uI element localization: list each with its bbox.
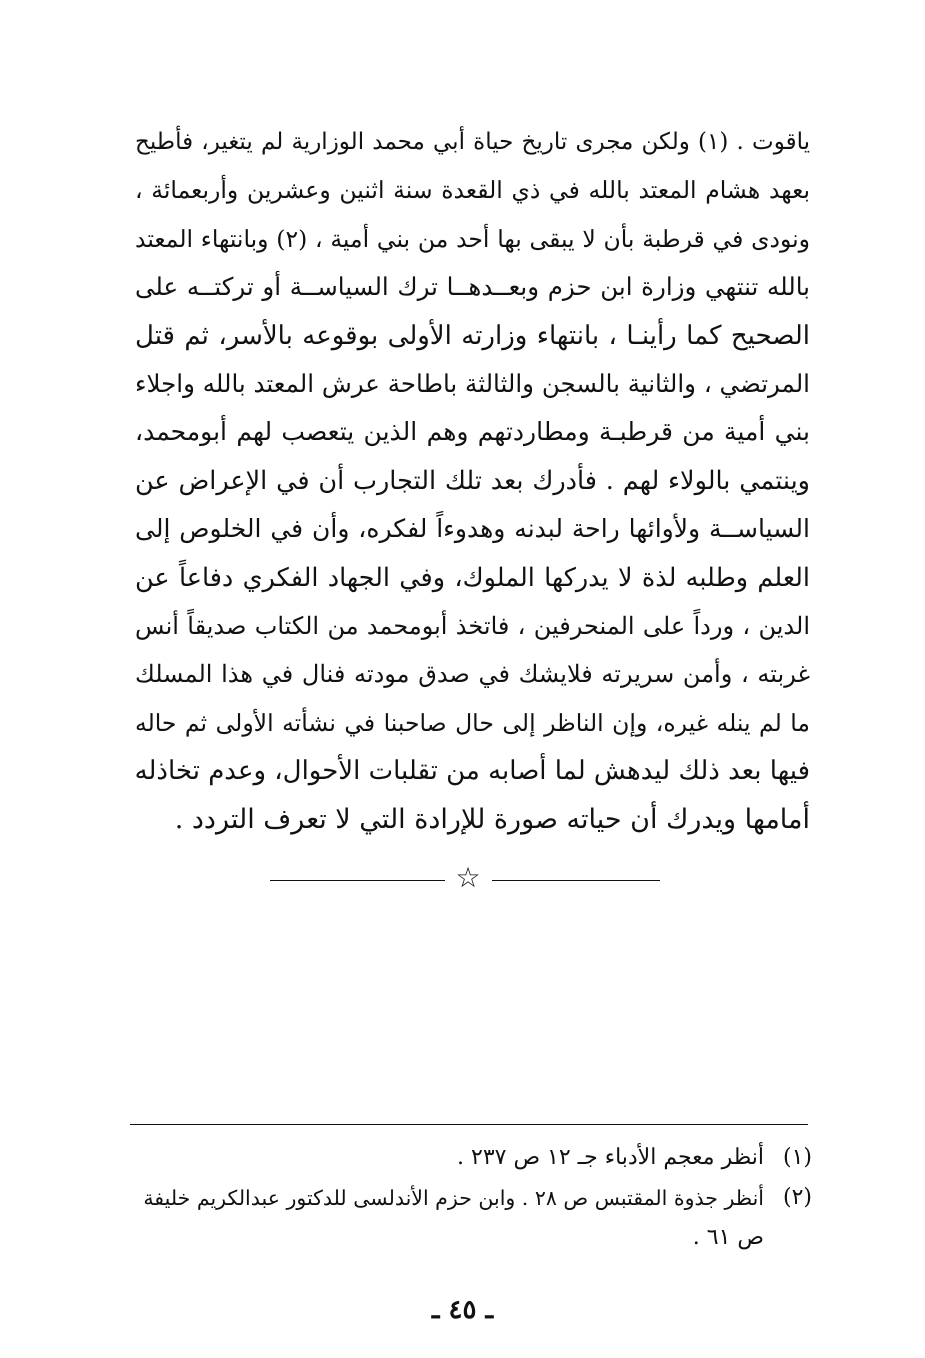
body-line: بني أمية من قرطبـة ومطاردتهم وهم الذين يتعصب لهم أبومحمد،	[135, 417, 810, 447]
body-line: السياســة ولأوائها راحة لبدنه وهدوءاً لفكره، وأن في الخلوص إلى	[135, 514, 810, 544]
body-line: الصحيح كما رأينـا ، بانتهاء وزارته الأولى بوقوعه بالأسر، ثم قتل	[135, 320, 810, 351]
footnote-number: (٢)	[782, 1185, 812, 1210]
footnote-number: (١)	[782, 1145, 812, 1170]
body-line: فيها بعد ذلك ليدهش لما أصابه من تقلبات الأحوال، وعدم تخاذله	[135, 756, 810, 787]
footnote-text: ص ٦١ .	[692, 1225, 764, 1250]
body-line: أمامها ويدرك أن حياته صورة للإرادة التي لا تعرف التردد .	[174, 803, 810, 835]
body-text	[135, 118, 810, 844]
footnote-number	[764, 1218, 812, 1258]
footnotes	[132, 1138, 812, 1258]
footnote-separator	[130, 1124, 808, 1125]
footnote-continuation	[132, 1218, 812, 1258]
body-line: المرتضي ، والثانية بالسجن والثالثة باطاحة عرش المعتد بالله واجلاء	[135, 369, 810, 399]
body-line: بالله تنتهي وزارة ابن حزم وبعــدهــا ترك السياســة أو تركتــه على	[135, 272, 810, 302]
body-line: وينتمي بالولاء لهم . فأدرك بعد تلك التجارب أن في الإعراض عن	[135, 465, 810, 496]
body-line: ياقوت . (١) ولكن مجرى تاريخ حياة أبي محمد الوزارية لم يتغير، فأطيح	[135, 129, 810, 155]
footnote-text: أنظر جذوة المقتبس ص ٢٨ . وابن حزم الأندلسى للدكتور عبدالكريم خليفة	[143, 1186, 764, 1210]
divider-rule-left	[270, 880, 445, 881]
divider-rule-right	[492, 880, 660, 881]
body-line: غربته ، وأمن سريرته فلايشك في صدق مودته فنال في هذا المسلك	[135, 660, 810, 689]
body-line: العلم وطلبه لذة لا يدركها الملوك، وفي الجهاد الفكري دفاعاً عن	[135, 562, 810, 593]
footnote	[132, 1138, 812, 1178]
star-icon: ☆	[455, 861, 481, 894]
footnote-text: أنظر معجم الأدباء جـ ١٢ ص ٢٣٧ .	[457, 1145, 764, 1170]
page-number: ـ ٤٥ ـ	[431, 1295, 494, 1325]
section-divider	[270, 858, 660, 898]
body-line: ما لم ينله غيره، وإن الناظر إلى حال صاحبنا في نشأته الأولى ثم حاله	[135, 708, 810, 737]
body-line: الدين ، ورداً على المنحرفين ، فاتخذ أبومحمد من الكتاب صديقاً أنس	[135, 612, 810, 641]
body-line: ونودى في قرطبة بأن لا يبقى بها أحد من بني أمية ، (٢) وبانتهاء المعتد	[135, 224, 810, 253]
footnote	[132, 1178, 812, 1218]
body-line: بعهد هشام المعتد بالله في ذي القعدة سنة اثنين وعشرين وأربعمائة ،	[135, 176, 810, 205]
